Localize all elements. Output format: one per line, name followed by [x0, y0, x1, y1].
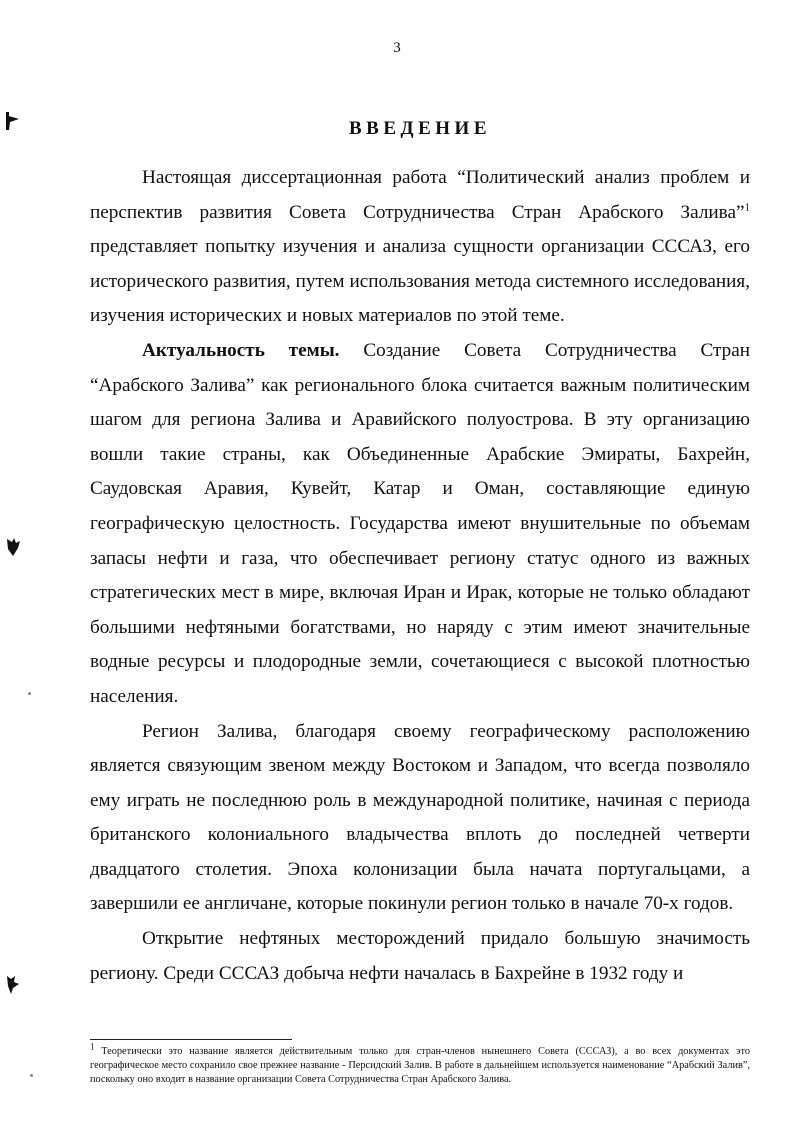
scan-mark-middle	[4, 536, 22, 558]
paragraph-region: Регион Залива, благодаря своему географическому расположению является связующим звеном между Востоком и Западом, что всегда позволяло ему играть не последнюю роль в международной политике, начиная с периода британского колониального владычества вплоть до последней четверти двадцатого столетия. Эпоха колонизации была начата португальцами, а завершили ее англичане, которые покинули регион только в начале 70-х годов.	[90, 720, 750, 915]
footnote-reference: 1	[744, 201, 750, 214]
footnote-divider	[90, 1039, 292, 1040]
relevance-heading: Актуальность темы.	[142, 339, 340, 361]
scan-mark-bottom	[4, 974, 22, 996]
page-number: 3	[393, 40, 401, 56]
paragraph-intro-text-cont: представляет попытку изучения и анализа сущности организации СССАЗ, его исторического развития, путем использования метода системного исследования, изучения исторических и новых материалов по этой теме.	[90, 236, 750, 327]
footnote	[90, 1041, 750, 1087]
scan-speck	[28, 692, 31, 695]
footnote-marker: 1	[90, 1041, 95, 1052]
paragraph-intro-text: Настоящая диссертационная работа “Политический анализ проблем и перспектив развития Совета Сотрудничества Стран Арабского Залива”	[90, 167, 750, 223]
page-title: ВВЕДЕНИЕ	[349, 118, 491, 139]
paragraph-relevance	[90, 334, 750, 715]
scan-mark-top	[4, 110, 22, 132]
paragraph-intro	[90, 161, 750, 334]
paragraph-relevance-text: Создание Совета Сотрудничества Стран “Арабского Залива” как регионального блока считается важным политическим шагом для региона Залива и Аравийского полуострова. В эту организацию вошли такие страны, как Объединенные Арабские Эмираты, Бахрейн, Саудовская Аравия, Кувейт, Катар и Оман, составляющие единую географическую целостность. Государства имеют внушительные по объемам запасы нефти и газа, что обеспечивает региону статус одного из важных стратегических мест в мире, включая Иран и Ирак, которые не только обладают большими нефтяными богатствами, но наряду с этим имеют значительные водные ресурсы и плодородные земли, сочетающиеся с высокой плотностью населения.	[90, 339, 751, 707]
paragraph-oil: Открытие нефтяных месторождений придало большую значимость региону. Среди СССАЗ добыча нефти началась в Бахрейне в 1932 году и	[90, 928, 750, 984]
footnote-text: Теоретически это название является действительным только для стран-членов нынешнего Совета (СССАЗ), а во всех документах это географическое место сохранило свое прежнее название - Персидский Залив. В работе в дальнейшем используется наименование “Арабский Залив”, поскольку оно входит в название организации Совета Сотрудничества Стран Арабского Залива.	[90, 1046, 750, 1085]
body-text	[90, 161, 750, 991]
scan-speck	[30, 1074, 33, 1077]
